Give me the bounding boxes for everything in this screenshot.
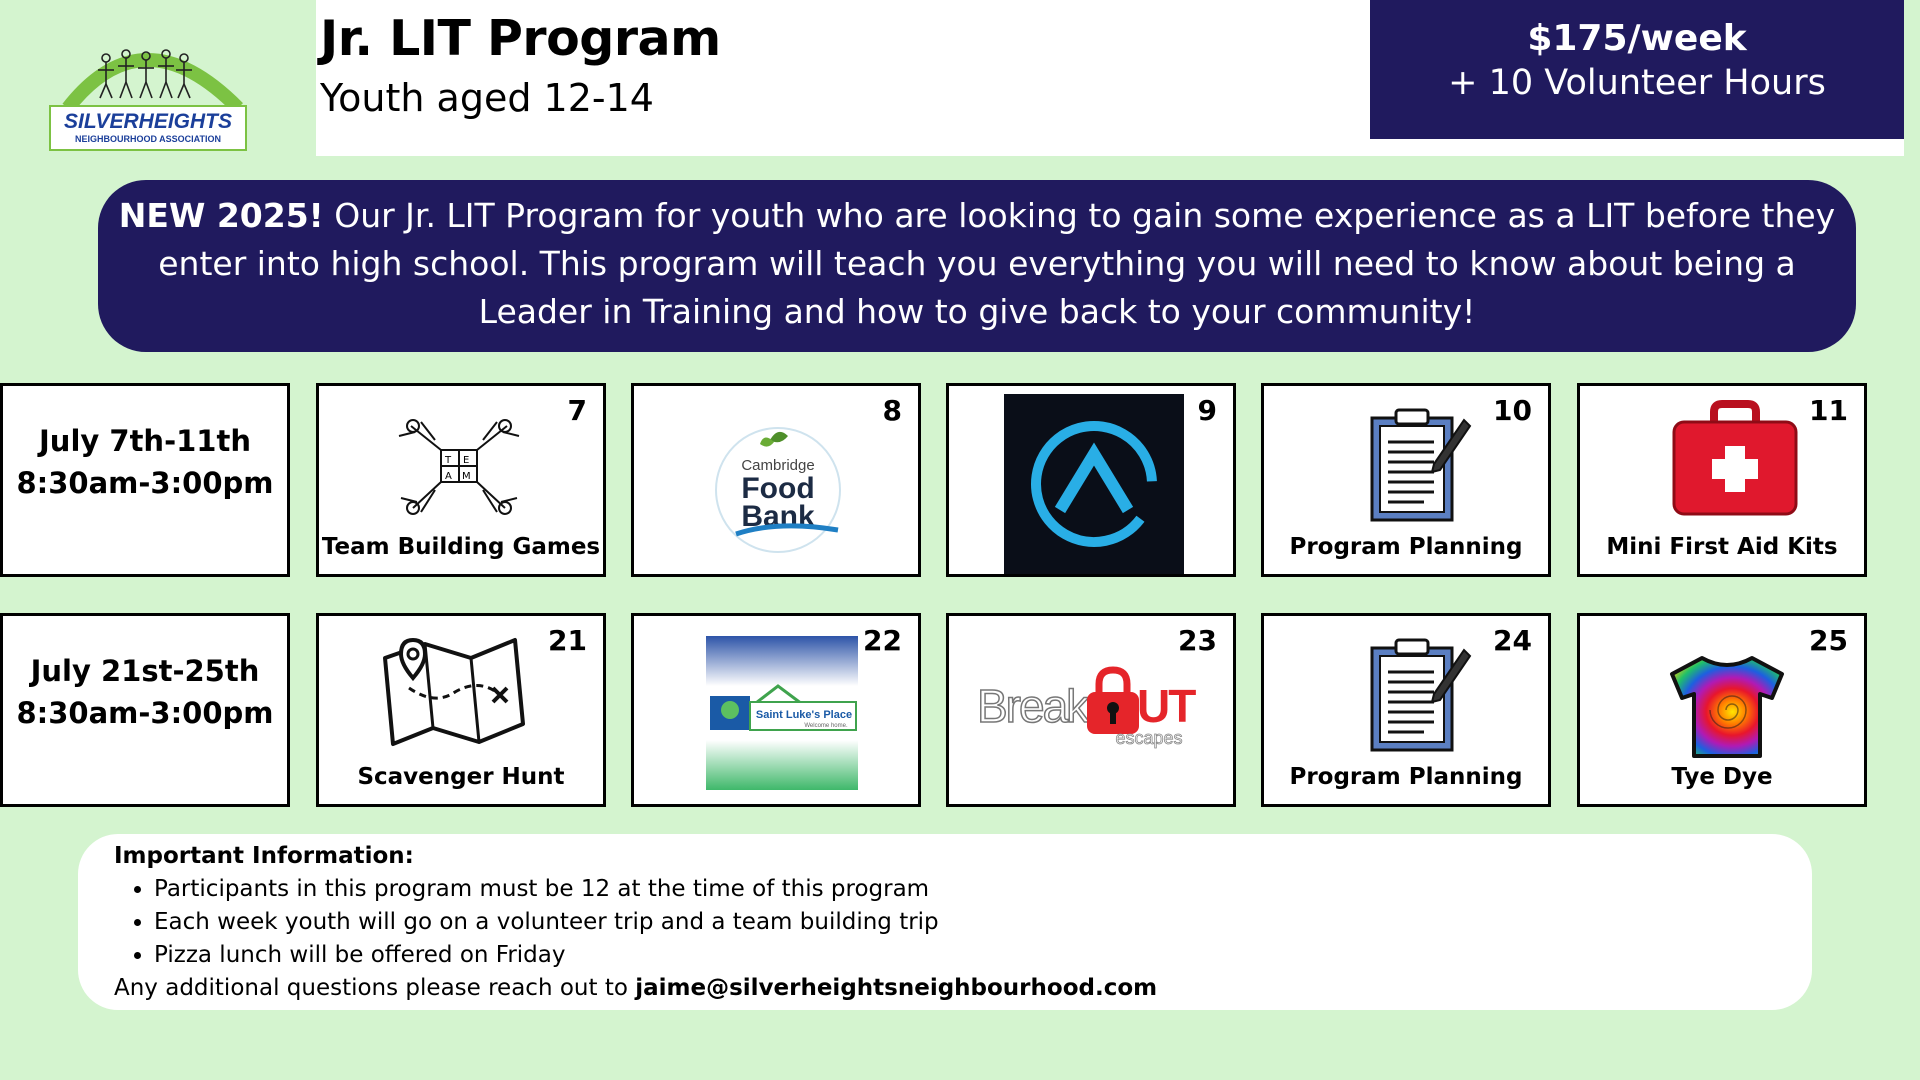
price-box <box>1370 0 1904 139</box>
logo-subtext: NEIGHBOURHOOD ASSOCIATION <box>74 134 221 144</box>
day-caption: Program Planning <box>1289 534 1523 560</box>
day-cell-10 <box>1261 383 1551 577</box>
saint-lukes-name: Saint Luke's Place <box>755 709 853 721</box>
week-2-dates: July 21st-25th <box>30 654 260 688</box>
food-bank-line-1: Cambridge <box>741 457 815 474</box>
day-cell-23 <box>946 613 1236 807</box>
team-puzzle-icon <box>391 412 531 522</box>
contact-prefix: Any additional questions please reach out to <box>114 975 636 1001</box>
svg-text:A: A <box>445 471 452 482</box>
week-2-dates-cell <box>0 613 290 807</box>
breakout-out: UT <box>1137 680 1195 732</box>
svg-text:E: E <box>463 455 470 466</box>
clipboard-icon <box>1364 636 1474 754</box>
day-cell-25 <box>1577 613 1867 807</box>
price-extra: + 10 Volunteer Hours <box>1448 63 1826 103</box>
breakout-word: Break <box>977 680 1088 732</box>
logo-wordmark: SILVERHEIGHTS <box>63 110 233 133</box>
day-number: 10 <box>1493 394 1532 427</box>
cambridge-food-bank-logo <box>714 424 844 554</box>
day-cell-11 <box>1577 383 1867 577</box>
breakout-escapes-logo <box>975 664 1215 754</box>
day-number: 21 <box>548 624 587 657</box>
info-list <box>114 873 1776 972</box>
day-cell-21 <box>316 613 606 807</box>
day-number: 25 <box>1809 624 1848 657</box>
food-bank-line-3: Bank <box>741 500 815 533</box>
intro-text: Our Jr. LIT Program for youth who are looking to gain some experience as a LIT before they enter into high school. This program will teach you everything you will need to know about being a Leader in Training and how to give back to your community! <box>158 196 1836 331</box>
day-caption: Scavenger Hunt <box>357 764 565 790</box>
treasure-map-icon <box>375 628 531 756</box>
silverheights-logo <box>48 22 248 152</box>
important-info-box <box>78 834 1812 1010</box>
day-caption: Tye Dye <box>1671 764 1773 790</box>
saint-lukes-place-logo <box>706 636 858 790</box>
intro-highlight: NEW 2025! <box>118 196 324 235</box>
day-caption: Mini First Aid Kits <box>1606 534 1838 560</box>
day-number: 22 <box>863 624 902 657</box>
day-number: 8 <box>882 394 902 427</box>
price-amount: $175/week <box>1527 18 1747 59</box>
info-contact <box>114 972 1776 1005</box>
day-cell-24 <box>1261 613 1551 807</box>
info-item: • Participants in this program must be 12 at the time of this program <box>154 873 1776 906</box>
day-cell-7 <box>316 383 606 577</box>
breakout-escapes: escapes <box>1115 728 1183 748</box>
day-cell-9 <box>946 383 1236 577</box>
week-1-time: 8:30am-3:00pm <box>16 466 274 500</box>
clipboard-icon <box>1364 406 1474 524</box>
day-number: 11 <box>1809 394 1848 427</box>
food-bank-line-2: Food <box>741 472 815 505</box>
week-1-dates-cell <box>0 383 290 577</box>
contact-email[interactable]: jaime@silverheightsneighbourhood.com <box>635 975 1158 1001</box>
day-number: 7 <box>567 394 587 427</box>
activate-logo <box>1004 394 1184 574</box>
svg-text:M: M <box>462 471 471 482</box>
info-item: • Each week youth will go on a volunteer trip and a team building trip <box>154 906 1776 939</box>
info-item: • Pizza lunch will be offered on Friday <box>154 939 1776 972</box>
day-number: 24 <box>1493 624 1532 657</box>
day-caption: Program Planning <box>1289 764 1523 790</box>
day-number: 23 <box>1178 624 1217 657</box>
day-cell-8 <box>631 383 921 577</box>
day-number: 9 <box>1197 394 1217 427</box>
tie-dye-shirt-icon <box>1668 654 1786 760</box>
first-aid-kit-icon <box>1670 400 1800 518</box>
day-cell-22 <box>631 613 921 807</box>
intro-banner <box>98 180 1856 352</box>
week-2-time: 8:30am-3:00pm <box>16 696 274 730</box>
page-title: Jr. LIT Program <box>320 10 721 67</box>
saint-lukes-tagline: Welcome home. <box>804 723 848 729</box>
page-subtitle: Youth aged 12-14 <box>320 76 654 120</box>
day-caption: Team Building Games <box>321 534 601 560</box>
svg-text:T: T <box>445 455 452 466</box>
week-1-dates: July 7th-11th <box>39 424 251 458</box>
info-heading: Important Information: <box>114 843 414 869</box>
